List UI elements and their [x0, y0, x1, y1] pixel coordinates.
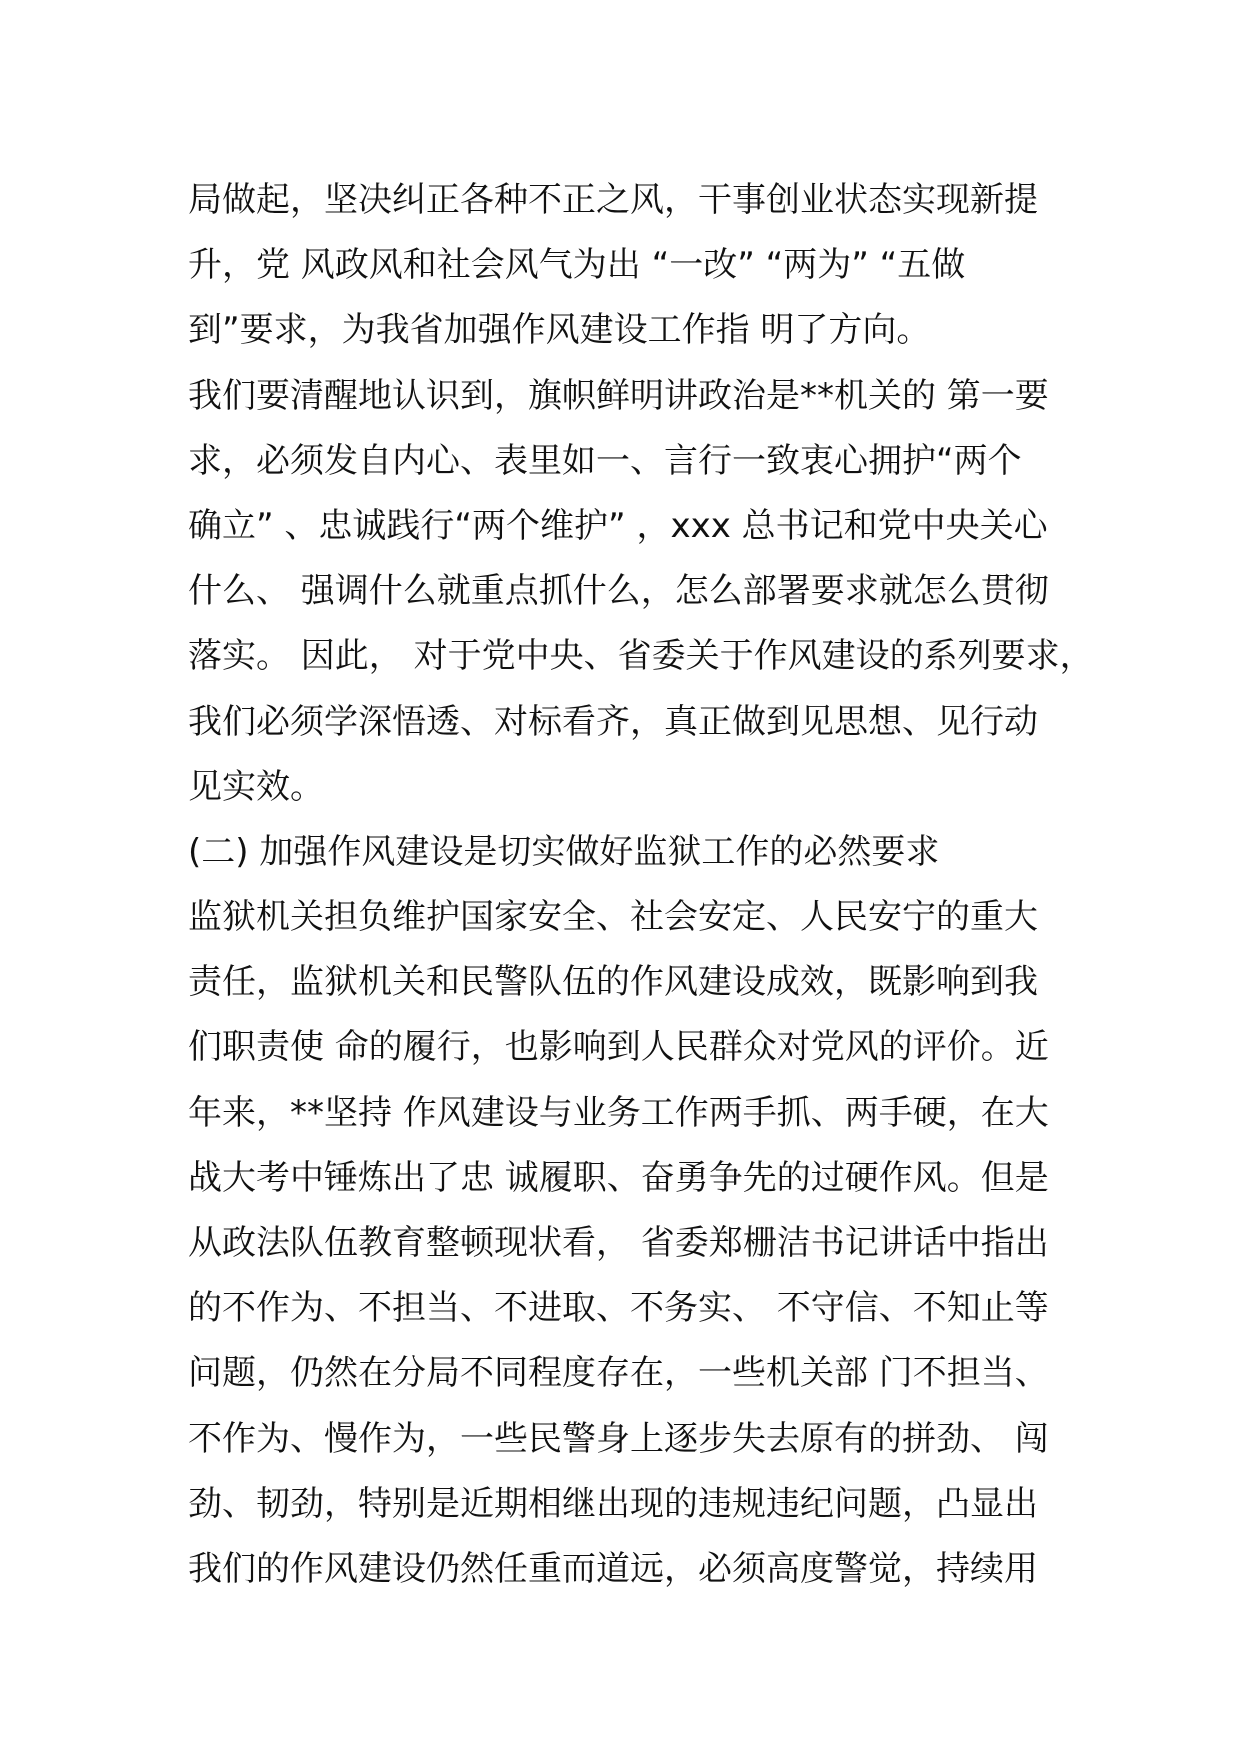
text-line: 见实效。 [188, 766, 324, 807]
text-line: 从政法队伍教育整顿现状看， 省委郑栅洁书记讲话中指出 [188, 1223, 1049, 1263]
text-line: 什么、 强调什么就重点抓什么，怎么部署要求就怎么贯彻 [188, 571, 1049, 612]
text-line: 局做起，坚决纠正各种不正之风，干事创业状态实现新提 [188, 180, 1038, 220]
text-line: 求，必须发自内心、表里如一、言行一致衷心拥护“两个 [188, 440, 1022, 481]
text-line: 我们要清醒地认识到，旗帜鲜明讲政治是**机关的 第一要 [188, 375, 1049, 416]
text-line: 劲、韧劲，特别是近期相继出现的违规违纪问题，凸显出 [188, 1483, 1038, 1524]
body-text [188, 168, 1108, 1602]
text-line: 不作为、慢作为，一些民警身上逐步失去原有的拼劲、 闯 [188, 1418, 1049, 1459]
text-line: 到”要求，为我省加强作风建设工作指 明了方向。 [188, 310, 931, 351]
section-heading: (二) 加强作风建设是切实做好监狱工作的必然要求 [188, 831, 940, 872]
text-line: 我们必须学深悟透、对标看齐，真正做到见思想、见行动 [188, 701, 1038, 742]
text-line: 确立” 、忠诚践行“两个维护” ，xxx 总书记和党中央关心 [188, 505, 1048, 546]
text-line: 战大考中锤炼出了忠 诚履职、奋勇争先的过硬作风。但是 [188, 1157, 1049, 1198]
text-line: 我们的作风建设仍然任重而道远，必须高度警觉，持续用 [188, 1548, 1038, 1589]
text-line: 监狱机关担负维护国家安全、社会安定、人民安宁的重大 [188, 897, 1038, 938]
text-line: 落实。 因此， 对于党中央、省委关于作风建设的系列要求， [188, 636, 1094, 677]
text-line: 问题，仍然在分局不同程度存在，一些机关部 门不担当、 [188, 1353, 1049, 1394]
text-line: 责任，监狱机关和民警队伍的作风建设成效，既影响到我 [188, 962, 1038, 1003]
text-line: 升，党 风政风和社会风气为出 “一改” “两为” “五做 [188, 245, 966, 286]
text-line: 的不作为、不担当、不进取、不务实、 不守信、不知止等 [188, 1288, 1049, 1329]
text-line: 年来，**坚持 作风建设与业务工作两手抓、两手硬，在大 [188, 1092, 1049, 1133]
text-line: 们职责使 命的履行，也影响到人民群众对党风的评价。近 [188, 1027, 1049, 1068]
